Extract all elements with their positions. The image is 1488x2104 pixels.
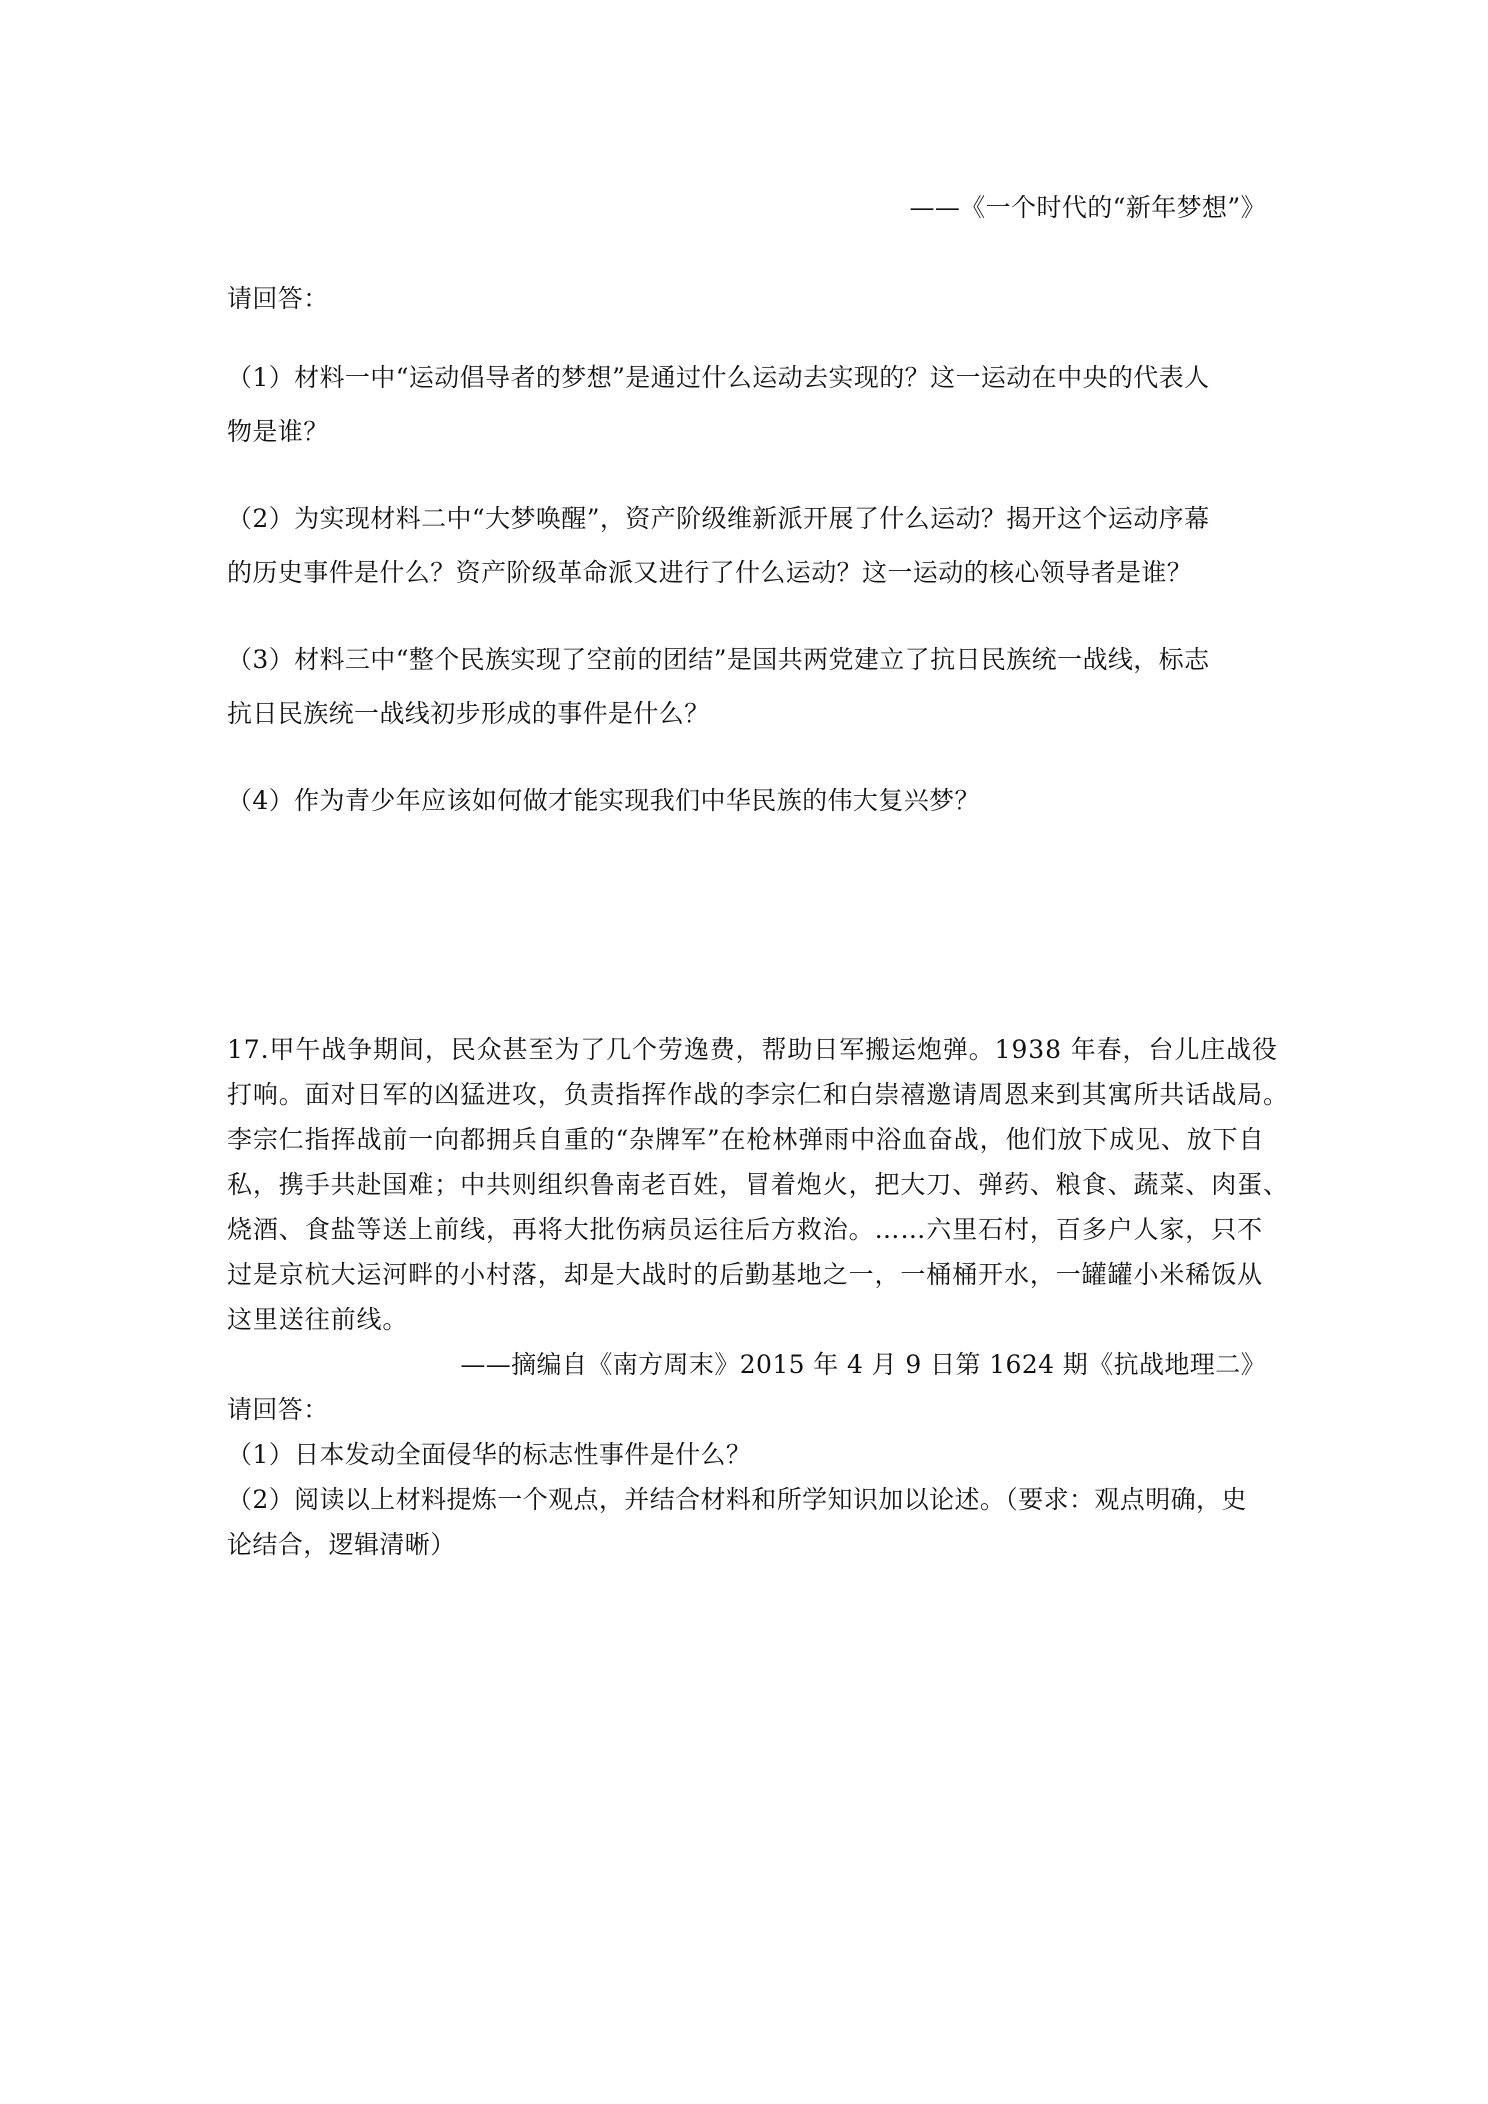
sub-question-2-line-1: （2）为实现材料二中“大梦唤醒”，资产阶级维新派开展了什么运动？揭开这个运动序幕 <box>227 504 1210 533</box>
material-line: 打响。面对日军的凶猛进攻，负责指挥作战的李宗仁和白崇禧邀请周恩来到其寓所共话战局。 <box>227 1080 1289 1109</box>
sub-question-1-line-1: （1）材料一中“运动倡导者的梦想”是通过什么运动去实现的？这一运动在中央的代表人 <box>227 363 1210 392</box>
question-17-source-citation: ——摘编自《南方周末》2015 年 4 月 9 日第 1624 期《抗战地理二》 <box>460 1350 1266 1379</box>
material-line: 17.甲午战争期间，民众甚至为了几个劳逸费，帮助日军搬运炮弹。1938 年春，台儿庄战役 <box>227 1035 1278 1064</box>
question-17-answer-prompt: 请回答： <box>227 1395 329 1424</box>
answer-prompt: 请回答： <box>227 284 329 313</box>
sub-question-3-line-1: （3）材料三中“整个民族实现了空前的团结”是国共两党建立了抗日民族统一战线，标志 <box>227 645 1210 674</box>
material-source-citation: ——《一个时代的“新年梦想”》 <box>909 193 1266 222</box>
sub-question-3-line-2: 抗日民族统一战线初步形成的事件是什么？ <box>227 699 710 728</box>
question-17-sub-question-2-line-1: （2）阅读以上材料提炼一个观点，并结合材料和所学知识加以论述。（要求：观点明确，史 <box>227 1485 1247 1514</box>
material-line: 烧酒、食盐等送上前线，再将大批伤病员运往后方救治。……六里石村，百多户人家，只不 <box>227 1215 1264 1244</box>
sub-question-2-line-2: 的历史事件是什么？资产阶级革命派又进行了什么运动？这一运动的核心领导者是谁？ <box>227 558 1193 587</box>
sub-question-1-line-2: 物是谁？ <box>227 417 329 446</box>
material-line: 这里送往前线。 <box>227 1305 409 1334</box>
question-17-sub-question-2-line-2: 论结合，逻辑清晰） <box>227 1530 456 1559</box>
question-17-sub-question-1: （1）日本发动全面侵华的标志性事件是什么？ <box>227 1440 752 1469</box>
material-line: 私，携手共赴国难；中共则组织鲁南老百姓，冒着炮火，把大刀、弹药、粮食、蔬菜、肉蛋、 <box>227 1170 1289 1199</box>
material-line: 李宗仁指挥战前一向都拥兵自重的“杂牌军”在枪林弹雨中浴血奋战，他们放下成见、放下自 <box>227 1125 1265 1154</box>
sub-question-4: （4）作为青少年应该如何做才能实现我们中华民族的伟大复兴梦？ <box>227 786 980 815</box>
material-line: 过是京杭大运河畔的小村落，却是大战时的后勤基地之一，一桶桶开水，一罐罐小米稀饭从 <box>227 1260 1264 1289</box>
